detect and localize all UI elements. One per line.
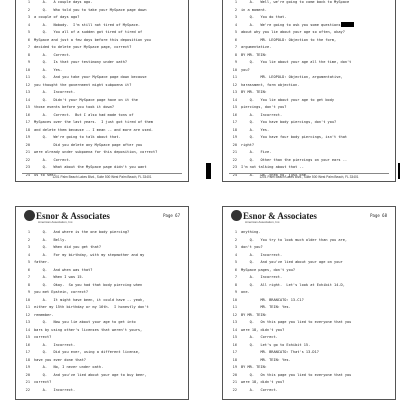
line-number: 15 xyxy=(25,335,30,339)
transcript-line xyxy=(22,252,180,260)
transcript-line xyxy=(229,267,387,275)
line-text: Q. And you've lied about your age on your xyxy=(241,260,343,264)
transcript-line xyxy=(229,319,387,327)
line-text: one. xyxy=(241,290,250,294)
line-number: 16 xyxy=(232,112,237,117)
transcript-line xyxy=(22,97,180,105)
line-text: were 18, didn't you? xyxy=(241,380,285,384)
line-text: A. No, I never under oath. xyxy=(34,365,104,369)
line-text: A. Yes. xyxy=(241,127,270,132)
transcript-line xyxy=(22,164,180,172)
transcript-line xyxy=(22,282,180,290)
line-number: 9 xyxy=(234,60,237,64)
line-number: 14 xyxy=(25,97,30,102)
line-number: 22 xyxy=(232,387,237,392)
transcript-line xyxy=(229,164,387,172)
line-text: Q. Now you lie about your age to get into xyxy=(34,320,136,324)
transcript-line xyxy=(22,104,180,112)
line-text: BY MR. TEIN: xyxy=(241,365,267,369)
line-text: BY MR. TEIN: xyxy=(241,312,267,317)
transcript-line xyxy=(229,29,387,37)
transcript-line xyxy=(22,134,180,142)
line-number: 6 xyxy=(234,37,237,42)
transcript-line xyxy=(22,229,180,237)
line-number: 22 xyxy=(25,387,30,392)
transcript-line xyxy=(229,59,387,67)
line-text: us to see? xyxy=(34,172,56,177)
transcript-line xyxy=(229,327,387,335)
transcript-line xyxy=(229,364,387,372)
line-text: A. Belly. xyxy=(34,237,67,242)
line-text: argumentative. xyxy=(241,45,272,49)
line-text: A. Correct. xyxy=(241,335,278,339)
redaction-block xyxy=(341,22,354,27)
line-text: have you ever done that? xyxy=(34,357,86,362)
line-number: 1 xyxy=(27,230,30,234)
transcript-line xyxy=(22,334,180,342)
line-number: 8 xyxy=(27,52,30,57)
line-number: 8 xyxy=(234,282,237,287)
transcript-line xyxy=(22,387,180,395)
line-text: were already under subpoena for this deposition, correct? xyxy=(34,150,158,154)
transcript-line xyxy=(22,237,180,245)
line-number: 16 xyxy=(25,112,30,117)
transcript-line xyxy=(22,37,180,45)
line-number: 9 xyxy=(234,290,237,294)
transcript-line xyxy=(22,59,180,67)
transcript-line xyxy=(229,289,387,297)
transcript-line xyxy=(22,52,180,60)
line-text: Q. You lie about your age all the time, don't xyxy=(241,60,352,64)
line-number: 8 xyxy=(234,52,237,57)
transcript-line xyxy=(229,274,387,282)
transcript-line xyxy=(229,229,387,237)
line-text: A. When I was 15. xyxy=(34,275,84,279)
line-number: 17 xyxy=(232,120,237,124)
transcript-line xyxy=(229,157,387,165)
transcript-line xyxy=(22,112,180,120)
line-number: 3 xyxy=(27,245,30,249)
line-text: A. We're going to ask you some questions xyxy=(241,22,387,30)
line-text: about why you lie about your age so often, okay? xyxy=(241,30,345,34)
line-number: 23 xyxy=(232,165,237,169)
line-number: 4 xyxy=(234,22,237,27)
transcript-line xyxy=(229,44,387,52)
page-number: Page 68 xyxy=(370,213,387,218)
line-number: 6 xyxy=(234,267,237,272)
transcript-line xyxy=(229,149,387,157)
line-number: 1 xyxy=(234,0,237,4)
line-text: A. Incorrect. xyxy=(34,387,76,392)
line-number: 21 xyxy=(25,150,30,154)
transcript-line xyxy=(229,37,387,45)
line-text: A. Correct. But I also had made tons of xyxy=(34,112,134,117)
transcript-line xyxy=(229,372,387,380)
line-text: MySpace and just a few days before this deposition you xyxy=(34,37,151,42)
line-number: 14 xyxy=(25,327,30,332)
line-text: Q. On this page you lied to everyone that you xyxy=(241,320,352,324)
line-number: 15 xyxy=(232,335,237,339)
line-number: 5 xyxy=(234,260,237,264)
line-text: A. It might have been, it could have -- yeah, xyxy=(34,297,145,302)
line-number: 19 xyxy=(232,365,237,369)
line-number: 22 xyxy=(232,157,237,162)
line-text: Q. Okay. So you had that body piercing when xyxy=(34,282,143,287)
line-number: 7 xyxy=(27,45,30,49)
line-text: harassment, form objection. xyxy=(241,82,300,87)
transcript-line xyxy=(229,7,387,15)
line-number: 21 xyxy=(25,380,30,384)
line-text: anything. xyxy=(241,230,261,234)
line-text: A. Correct. xyxy=(241,387,278,392)
line-text: in a moment. xyxy=(241,7,267,12)
line-number: 22 xyxy=(25,157,30,162)
line-text: you thought the government might subpoena it? xyxy=(34,82,132,87)
transcript-lines xyxy=(223,0,395,179)
line-number: 18 xyxy=(25,127,30,132)
line-number: 10 xyxy=(232,297,237,302)
line-number: 20 xyxy=(232,142,237,147)
line-number: 24 xyxy=(25,172,30,177)
line-text: you? xyxy=(241,67,250,72)
logo-mark-icon xyxy=(231,210,242,221)
page-footer: 1201 Palm Beach Lakes Blvd., Suite 500 West Palm Beach, FL 33401 xyxy=(22,173,182,179)
line-text: BY MR. TEIN: xyxy=(241,90,267,94)
line-number: 19 xyxy=(25,365,30,369)
line-number: 15 xyxy=(232,105,237,109)
transcript-line xyxy=(229,14,387,22)
transcript-line xyxy=(229,342,387,350)
line-text: decided to delete your MySpace page, correct? xyxy=(34,45,132,49)
line-text: MySpaces over the last years. I just got tired of them xyxy=(34,120,153,124)
line-number: 16 xyxy=(232,342,237,347)
line-number: 1 xyxy=(27,0,30,4)
company-logo: Esnor & Associates xyxy=(24,210,110,221)
line-text: correct? xyxy=(34,335,52,339)
transcript-line xyxy=(229,134,387,142)
line-number: 20 xyxy=(25,142,30,147)
line-number: 12 xyxy=(232,312,237,317)
line-text: A. Nobody. I'm still not tired of MySpace. xyxy=(34,22,141,27)
line-text: Q. Other than the piercings on your ears -- xyxy=(241,157,348,162)
transcript-line xyxy=(22,127,180,135)
line-number: 9 xyxy=(27,290,30,294)
line-text: A. Correct. xyxy=(34,52,71,57)
transcript-line xyxy=(22,14,180,22)
transcript-lines xyxy=(223,229,395,394)
line-text: Q. You have four body piercings, isn't that xyxy=(241,135,348,139)
line-number: 2 xyxy=(27,7,30,12)
transcript-line xyxy=(22,327,180,335)
transcript-line xyxy=(229,304,387,312)
transcript-line xyxy=(22,364,180,372)
line-number: 5 xyxy=(234,30,237,34)
line-text: Q. What about the MySpace page didn't you want xyxy=(34,165,147,169)
line-text: MR. LEOPOLD: Objection to the form, xyxy=(241,37,337,42)
transcript-lines xyxy=(16,0,188,179)
line-text: A. A couple days ago. xyxy=(34,0,93,4)
line-number: 3 xyxy=(27,15,30,19)
transcript-line xyxy=(22,149,180,157)
logo-mark-icon xyxy=(24,210,35,221)
line-text: MR. BRANCATO: 13-C1? xyxy=(241,297,304,302)
line-text: A. Incorrect. xyxy=(241,112,283,117)
line-text: Q. Didn't your MySpace page have on it the xyxy=(34,97,138,102)
transcript-line xyxy=(22,304,180,312)
line-text: MR. TEIN: Yes. xyxy=(241,357,291,362)
transcript-line xyxy=(22,349,180,357)
transcript-line xyxy=(22,267,180,275)
line-text: don't you? xyxy=(241,245,263,249)
transcript-line xyxy=(229,297,387,305)
transcript-line xyxy=(22,319,180,327)
company-logo: Esnor & Associates xyxy=(231,210,317,221)
line-number: 3 xyxy=(234,15,237,19)
transcript-line xyxy=(229,387,387,395)
page-footer: 1201 Palm Beach Lakes Blvd., Suite 500 West Palm Beach, FL 33401 xyxy=(229,173,389,179)
line-text: Q. You try to look much older than you are, xyxy=(241,237,348,242)
line-text: A. Incorrect. xyxy=(34,90,76,94)
line-number: 11 xyxy=(232,75,237,79)
line-number: 20 xyxy=(232,372,237,377)
transcript-line xyxy=(229,379,387,387)
line-text: remember. xyxy=(34,312,54,317)
line-text: A. Correct. xyxy=(34,157,71,162)
transcript-line xyxy=(229,142,387,150)
line-text: Q. You lie about your age to get body xyxy=(241,97,335,102)
line-text: Q. You have body piercings, don't you? xyxy=(241,120,337,124)
transcript-page-2 xyxy=(222,0,396,182)
line-text: piercings, don't you? xyxy=(241,105,287,109)
line-text: A. For my birthday, with my stepmother and my xyxy=(34,252,145,257)
line-number: 17 xyxy=(25,120,30,124)
line-text: A. Incorrect. xyxy=(241,252,283,257)
line-text: those events before you took it down? xyxy=(34,105,115,109)
line-text: Q. You all of a sudden got tired of tired of xyxy=(34,30,143,34)
line-number: 4 xyxy=(27,252,30,257)
line-number: 7 xyxy=(234,45,237,49)
line-number: 21 xyxy=(232,150,237,154)
line-number: 6 xyxy=(27,267,30,272)
transcript-line xyxy=(229,82,387,90)
redaction-tab xyxy=(206,163,211,179)
transcript-line xyxy=(22,157,180,165)
line-number: 2 xyxy=(234,237,237,242)
line-number: 12 xyxy=(25,82,30,87)
transcript-line xyxy=(22,357,180,365)
line-number: 8 xyxy=(27,282,30,287)
line-number: 1 xyxy=(234,230,237,234)
line-number: 18 xyxy=(232,127,237,132)
transcript-line xyxy=(22,259,180,267)
line-number: 17 xyxy=(25,350,30,354)
line-text: a couple of days ago? xyxy=(34,15,80,19)
line-text: Q. Is that your testimony under oath? xyxy=(34,60,128,64)
line-text: Did you delete any MySpace page after you xyxy=(34,142,143,147)
line-number: 14 xyxy=(232,97,237,102)
line-text: and delete them because -- I mean -- and more are used. xyxy=(34,127,153,132)
line-text: Q. You do that. xyxy=(241,15,287,19)
transcript-line xyxy=(22,372,180,380)
line-number: 11 xyxy=(25,305,30,309)
transcript-line xyxy=(229,252,387,260)
line-text: were 18, didn't you? xyxy=(241,327,285,332)
line-number: 19 xyxy=(25,135,30,139)
line-number: 23 xyxy=(25,165,30,169)
line-text: A. Oh, then no, just one. xyxy=(241,172,309,177)
line-text: Q. On this page you lied to everyone that you xyxy=(241,372,352,377)
line-text: Q. And when was that? xyxy=(34,267,93,272)
line-text: Q. And you've lied about your age to buy beer, xyxy=(34,372,147,377)
line-number: 20 xyxy=(25,372,30,377)
line-text: Q. Who told you to take your MySpace page down xyxy=(34,7,147,12)
line-text: MR. LEOPOLD: Objection, argumentative, xyxy=(241,75,343,79)
transcript-line xyxy=(229,67,387,75)
transcript-line xyxy=(229,282,387,290)
line-number: 13 xyxy=(232,320,237,324)
line-text: Q. And you take your MySpace page down because xyxy=(34,75,147,79)
transcript-line xyxy=(22,82,180,90)
transcript-lines xyxy=(16,229,188,394)
line-text: either my 15th birthday or my 16th. I honestly don't xyxy=(34,305,149,309)
page-number: Page 67 xyxy=(163,213,180,218)
transcript-line xyxy=(22,274,180,282)
line-number: 16 xyxy=(25,342,30,347)
transcript-line xyxy=(229,259,387,267)
line-number: 10 xyxy=(25,67,30,72)
transcript-line xyxy=(229,52,387,60)
line-text: right? xyxy=(241,142,254,147)
line-text: bars by using other's licenses that weren't yours, xyxy=(34,327,143,332)
line-number: 18 xyxy=(25,357,30,362)
transcript-line xyxy=(22,244,180,252)
line-text: you met Epstein, correct? xyxy=(34,290,89,294)
transcript-line xyxy=(22,142,180,150)
line-text: A. Well, we're going to come back to MySpace xyxy=(241,0,350,4)
line-number: 14 xyxy=(232,327,237,332)
transcript-line xyxy=(22,289,180,297)
line-number: 24 xyxy=(232,172,237,177)
line-number: 13 xyxy=(25,320,30,324)
line-number: 13 xyxy=(25,90,30,94)
transcript-line xyxy=(22,67,180,75)
line-text: Q. And where is the one body piercing? xyxy=(34,230,130,234)
transcript-line xyxy=(229,237,387,245)
line-text: MR. TEIN: Yes. xyxy=(241,305,291,309)
line-text: Q. Let's go to Exhibit 15. xyxy=(241,342,311,347)
transcript-line xyxy=(229,97,387,105)
line-number: 11 xyxy=(25,75,30,79)
line-text: Q. When did you get that? xyxy=(34,245,102,249)
transcript-line xyxy=(229,244,387,252)
transcript-line xyxy=(229,22,387,30)
transcript-line xyxy=(229,89,387,97)
transcript-line xyxy=(22,89,180,97)
line-text: BY MR. TEIN: xyxy=(241,52,267,57)
transcript-line xyxy=(22,342,180,350)
transcript-line xyxy=(22,379,180,387)
transcript-line xyxy=(22,119,180,127)
transcript-line xyxy=(229,312,387,320)
line-number: 10 xyxy=(232,67,237,72)
transcript-page-4 xyxy=(222,206,396,400)
line-text: MR. BRANCATO: That's 13-D1? xyxy=(241,350,319,354)
line-number: 5 xyxy=(27,30,30,34)
transcript-line xyxy=(22,74,180,82)
line-number: 9 xyxy=(27,60,30,64)
line-number: 10 xyxy=(25,297,30,302)
line-text: correct? xyxy=(34,380,52,384)
line-number: 4 xyxy=(234,252,237,257)
transcript-line xyxy=(229,112,387,120)
line-text: Q. Did you ever, using a different license, xyxy=(34,350,141,354)
line-text: A. Five. xyxy=(241,150,272,154)
transcript-line xyxy=(229,357,387,365)
line-number: 2 xyxy=(27,237,30,242)
line-number: 19 xyxy=(232,135,237,139)
line-text: father. xyxy=(34,260,50,264)
line-text: Q. We're going to talk about that. xyxy=(34,135,121,139)
transcript-line xyxy=(22,44,180,52)
transcript-line xyxy=(229,104,387,112)
company-tagline: American Association, Inc. xyxy=(38,220,74,224)
transcript-line xyxy=(229,74,387,82)
transcript-line xyxy=(229,127,387,135)
line-number: 21 xyxy=(232,380,237,384)
line-number: 7 xyxy=(234,275,237,279)
transcript-line xyxy=(22,297,180,305)
line-text: A. Incorrect. xyxy=(241,275,283,279)
transcript-line xyxy=(22,312,180,320)
transcript-line xyxy=(229,119,387,127)
transcript-page-1 xyxy=(15,0,189,182)
line-number: 5 xyxy=(27,260,30,264)
line-number: 12 xyxy=(25,312,30,317)
line-number: 13 xyxy=(232,90,237,94)
transcript-page-3 xyxy=(15,206,189,400)
line-number: 15 xyxy=(25,105,30,109)
line-text: A. Yes. xyxy=(34,67,63,72)
transcript-line xyxy=(22,29,180,37)
line-number: 6 xyxy=(27,37,30,42)
line-number: 2 xyxy=(234,7,237,12)
transcript-line xyxy=(22,7,180,15)
line-number: 7 xyxy=(27,275,30,279)
line-number: 17 xyxy=(232,350,237,354)
company-tagline: American Association, Inc. xyxy=(245,220,281,224)
transcript-line xyxy=(229,349,387,357)
transcript-line xyxy=(22,22,180,30)
transcript-line xyxy=(229,334,387,342)
line-number: 4 xyxy=(27,22,30,27)
line-number: 18 xyxy=(232,357,237,362)
line-text: MySpace pages, don't you? xyxy=(241,267,296,272)
page-header xyxy=(223,207,395,229)
line-text: A. Incorrect. xyxy=(34,342,76,347)
page-header xyxy=(16,207,188,229)
line-number: 3 xyxy=(234,245,237,249)
line-number: 12 xyxy=(232,82,237,87)
line-text: I'm not talking about that -- xyxy=(241,165,304,169)
line-text: Q. All right. Let's look at Exhibit 14-D, xyxy=(241,282,345,287)
line-number: 11 xyxy=(232,305,237,309)
